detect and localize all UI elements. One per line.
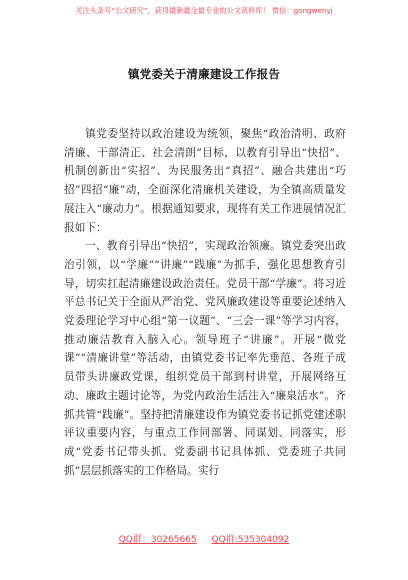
- document-title: 镇党委关于清廉建设工作报告: [127, 67, 281, 81]
- qq-group-link-1[interactable]: QQ群：30265665: [118, 535, 197, 545]
- intro-paragraph: 镇党委坚持以政治建设为统领，聚焦“政治清明、政府清廉、干部清正、社会清朗”目标，以教育引导出“快招”、机制创新出“实招”、为民服务出“真招”、融合共建出“巧招”四招“廉”动，全面深化清廉机关建设，为全镇高质量发展注入“廉动力”。根据通知要求，现将有关工作进展情况汇报如下：: [64, 128, 346, 234]
- qq-group-link-2[interactable]: QQ群:535304092: [211, 535, 290, 545]
- section-one-paragraph: 一、教育引导出“快招”，实现政治领廉。镇党委突出政治引领，以“学廉”“讲廉”“践廉”为抓手，强化思想教育引导，切实扛起清廉建设政治责任。党员干部“学廉”。将习近平总书记关于全面从严治党、党风廉政建设等重要论述纳入党委理论学习中心组“第一议题”、“三会一课”等学习内容，推动廉洁教育入脑入心。领导班子“讲廉”。开展“微党课”“清廉讲堂”等活动，由镇党委书记率先垂范、各班子成员带头讲廉政党课，组织党员干部到村讲堂，开展网络互动、廉政主题讨论等，为党内政治生活注入“廉泉活水”。齐抓共管“践廉”。坚持把清廉建设作为镇党委书记抓党建述职评议重要内容，与重点工作同部署、同谋划、同落实，形成“党委书记带头抓、党委副书记具体抓、党委班子共同抓”层层抓落实的工作格局。实行: [64, 240, 346, 477]
- document-body: [64, 125, 346, 480]
- promo-banner: 关注头条号“公文研究”，获得最新最全最专业的公文资料库！ 微信：gongwenyj: [75, 6, 333, 15]
- contact-footer: [0, 534, 408, 546]
